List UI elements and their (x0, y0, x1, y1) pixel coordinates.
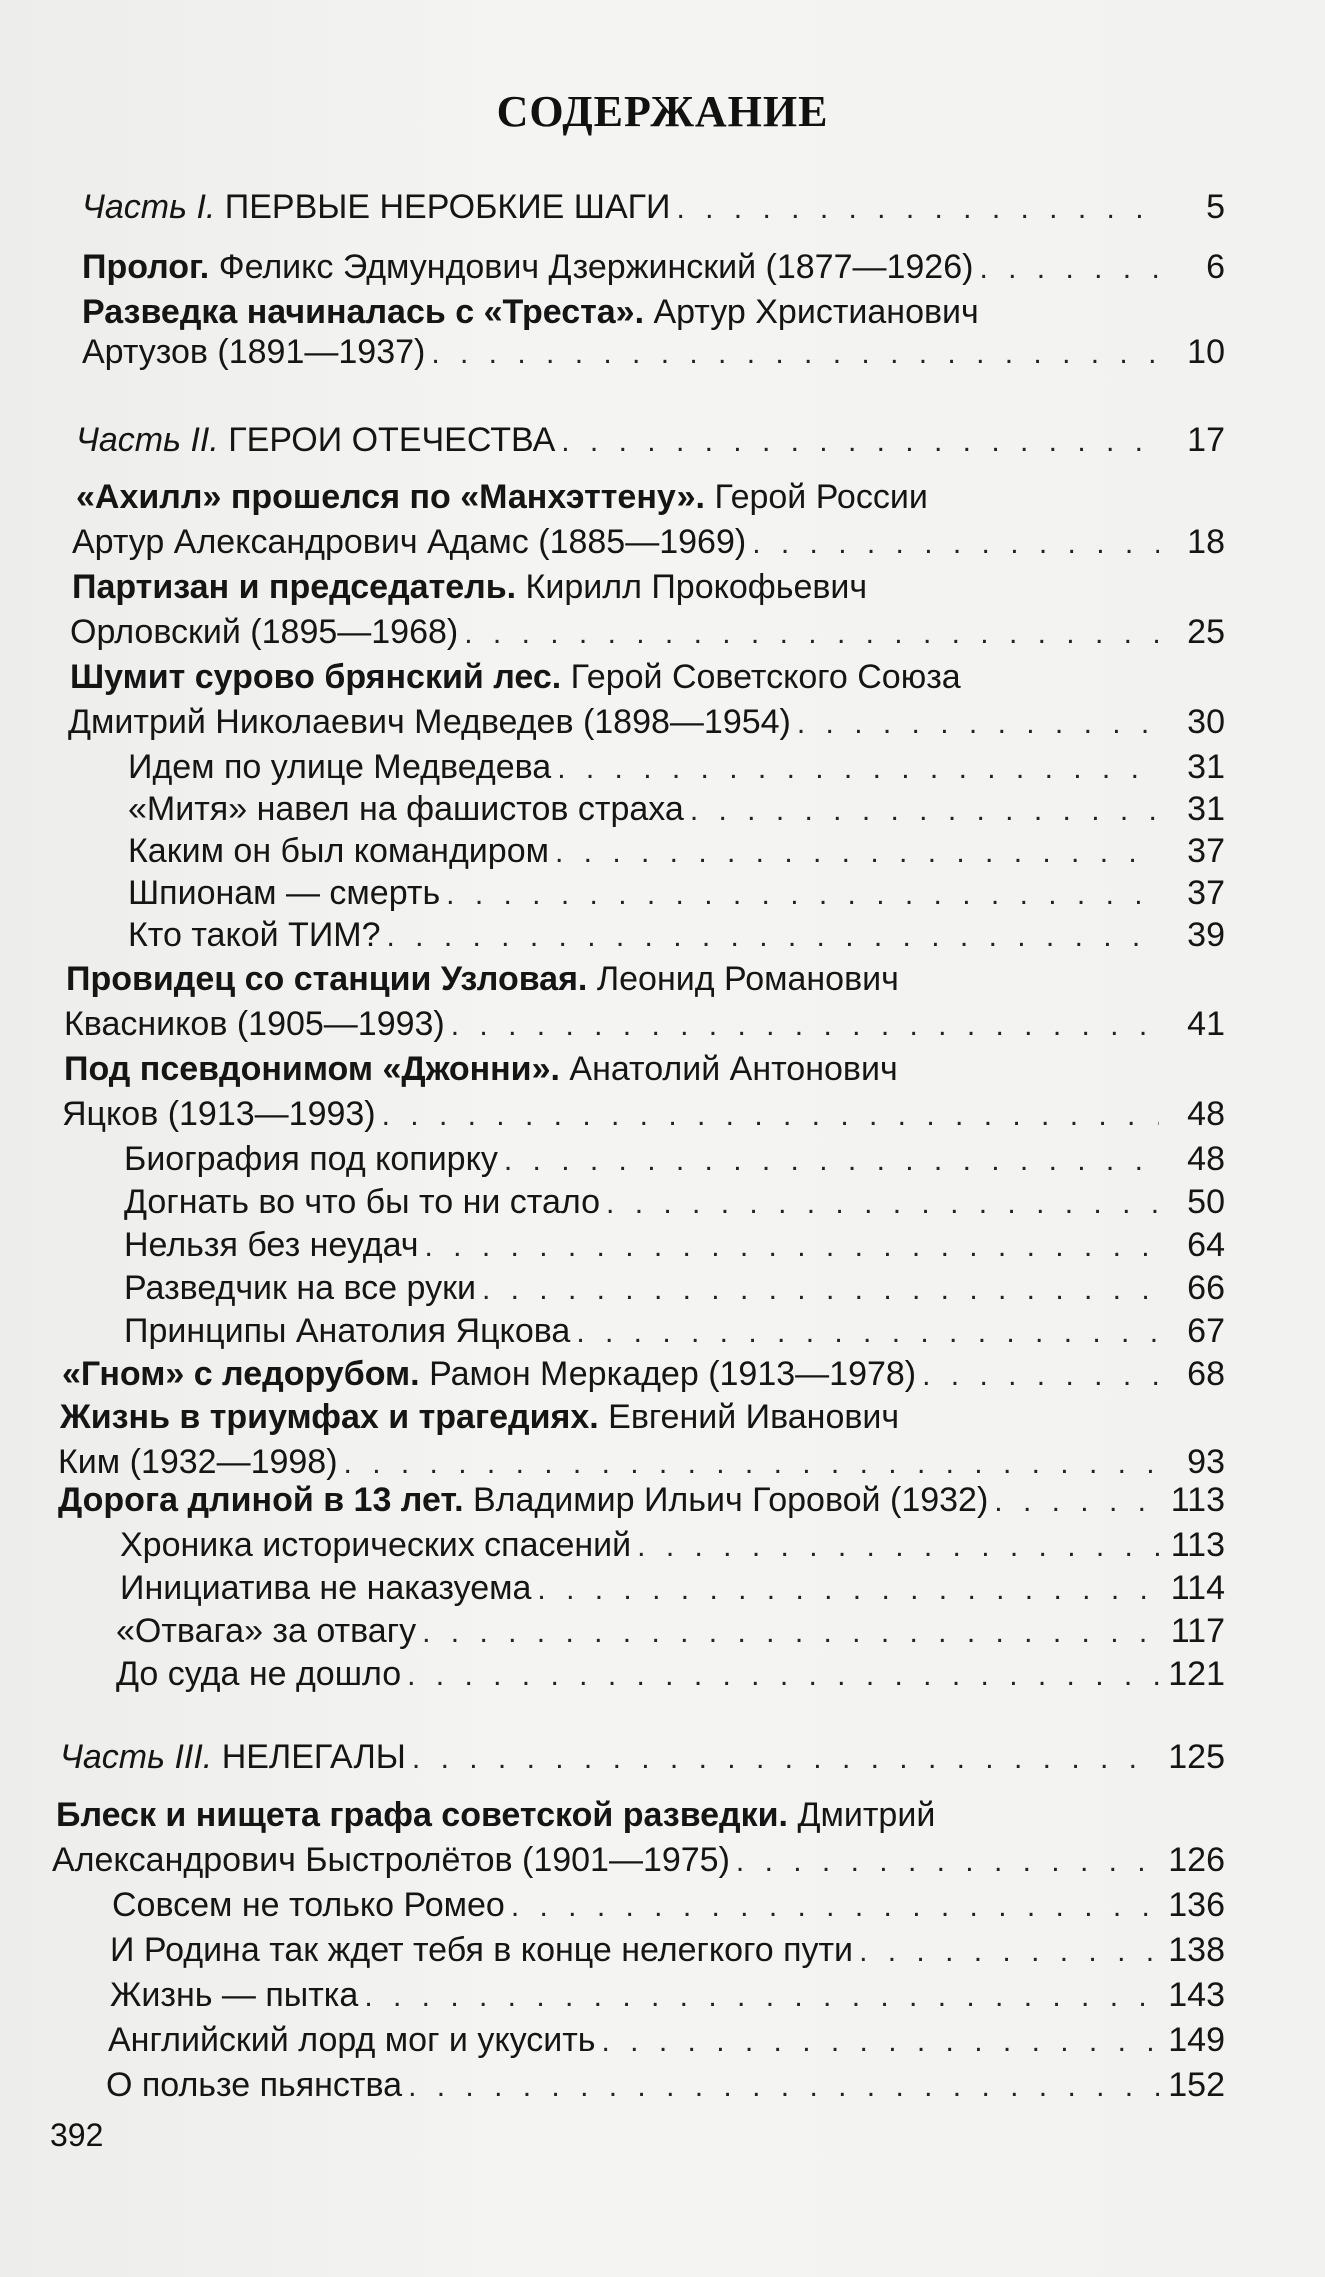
subentry-title: Английский лорд мог и укусить (108, 2021, 596, 2059)
entry-subtitle: Леонид Романович (596, 960, 899, 998)
page-ref: 125 (1168, 1738, 1225, 1776)
toc-subentry (124, 1223, 1225, 1267)
toc-subentry (124, 1180, 1225, 1224)
page-ref: 117 (1170, 1612, 1225, 1650)
toc-entry-continuation (52, 1838, 1225, 1882)
entry-title: Пролог. (82, 248, 210, 286)
page-ref: 93 (1187, 1443, 1225, 1481)
entry-subtitle: Артузов (1891—1937) (82, 333, 426, 371)
toc-subentry (116, 1652, 1225, 1696)
toc-entry-continuation (68, 700, 1225, 744)
dot-leader (407, 1654, 1159, 1698)
subentry-title: Нельзя без неудач (124, 1226, 419, 1264)
toc-entry-continuation (82, 330, 1225, 374)
subentry-title: О пользе пьянства (106, 2066, 403, 2104)
entry-subtitle: Дмитрий (797, 1796, 936, 1834)
dot-leader (690, 789, 1159, 833)
toc-subentry (124, 1309, 1225, 1353)
dot-leader (464, 612, 1159, 656)
subentry-title: Принципы Анатолия Яцкова (124, 1312, 571, 1350)
entry-title: Под псевдонимом «Джонни». (64, 1050, 560, 1088)
part-title: ПЕРВЫЕ НЕРОБКИЕ ШАГИ (224, 188, 671, 226)
dot-leader (537, 1568, 1159, 1612)
page-ref: 25 (1187, 613, 1225, 651)
page-ref: 121 (1168, 1655, 1225, 1693)
toc-part-heading (60, 1735, 1225, 1779)
subentry-title: Кто такой ТИМ? (128, 916, 381, 954)
page-ref: 48 (1187, 1140, 1225, 1178)
part-title: ГЕРОИ ОТЕЧЕСТВА (228, 421, 556, 459)
toc-subentry (120, 1566, 1225, 1610)
part-title: НЕЛЕГАЛЫ (221, 1738, 406, 1776)
entry-subtitle: Артур Александрович Адамс (1885—1969) (72, 523, 747, 561)
dot-leader (994, 1480, 1159, 1524)
toc-subentry (128, 871, 1225, 915)
entry-title: «Гном» с ледорубом. (62, 1355, 420, 1393)
entry-title: Жизнь в триумфах и трагедиях. (60, 1398, 599, 1436)
page-ref: 64 (1187, 1226, 1225, 1264)
subentry-title: До суда не дошло (116, 1655, 402, 1693)
page-ref: 41 (1187, 1005, 1225, 1043)
subentry-title: Разведчик на все руки (124, 1269, 476, 1307)
toc-subentry (120, 1523, 1225, 1567)
dot-leader (979, 247, 1159, 291)
page-ref: 113 (1170, 1481, 1225, 1519)
toc-entry-continuation (72, 520, 1225, 564)
toc-subentry (112, 1883, 1225, 1927)
page-ref: 67 (1187, 1312, 1225, 1350)
page-ref: 114 (1170, 1569, 1225, 1607)
page-ref: 113 (1170, 1526, 1225, 1564)
entry-subtitle: Герой Советского Союза (570, 658, 961, 696)
dot-leader (504, 1139, 1159, 1183)
toc-part-heading (76, 418, 1225, 462)
page-ref: 5 (1206, 188, 1225, 226)
dot-leader (408, 2065, 1159, 2109)
entry-subtitle: Дмитрий Николаевич Медведев (1898—1954) (68, 703, 791, 741)
page-ref: 50 (1187, 1183, 1225, 1221)
dot-leader (602, 2020, 1159, 2064)
dot-leader (422, 1611, 1159, 1655)
subentry-title: Жизнь — пытка (110, 1976, 359, 2014)
dot-leader (431, 332, 1159, 376)
entry-subtitle: Квасников (1905—1993) (64, 1005, 445, 1043)
dot-leader (637, 1525, 1159, 1569)
page-ref: 138 (1168, 1931, 1225, 1969)
subentry-title: «Митя» навел на фашистов страха (128, 790, 684, 828)
subentry-title: Идем по улице Медведева (128, 748, 552, 786)
toc-subentry (124, 1137, 1225, 1181)
dot-leader (752, 522, 1159, 566)
dot-leader (859, 1930, 1159, 1974)
part-number: Часть III. (60, 1738, 213, 1776)
page-ref: 6 (1206, 248, 1225, 286)
entry-title: «Ахилл» прошелся по «Манхэттену». (76, 478, 705, 516)
toc-subentry (128, 829, 1225, 873)
page-ref: 39 (1187, 916, 1225, 954)
dot-leader (387, 915, 1160, 959)
part-number: Часть II. (76, 421, 219, 459)
toc-subentry (108, 2018, 1225, 2062)
page-ref: 31 (1187, 748, 1225, 786)
toc-entry-continuation (64, 1002, 1225, 1046)
page-ref: 68 (1187, 1355, 1225, 1393)
toc-entry (56, 1793, 1225, 1837)
entry-subtitle: Владимир Ильич Горовой (1932) (472, 1481, 989, 1519)
page-ref: 17 (1187, 421, 1225, 459)
dot-leader (576, 1311, 1159, 1355)
dot-leader (557, 747, 1159, 791)
dot-leader (561, 420, 1159, 464)
entry-subtitle: Анатолий Антонович (569, 1050, 898, 1088)
entry-title: Дорога длиной в 13 лет. (58, 1481, 464, 1519)
toc-entry (82, 245, 1225, 289)
page-ref: 152 (1168, 2066, 1225, 2104)
page-ref: 149 (1168, 2021, 1225, 2059)
subentry-title: И Родина так ждет тебя в конце нелегкого пути (110, 1931, 854, 1969)
entry-title: Партизан и председатель. (72, 568, 517, 606)
page-ref: 37 (1187, 832, 1225, 870)
page-title: СОДЕРЖАНИЕ (496, 87, 829, 136)
dot-leader (451, 1004, 1159, 1048)
dot-leader (676, 187, 1159, 231)
toc-entry (62, 1352, 1225, 1396)
page-ref: 48 (1187, 1095, 1225, 1133)
dot-leader (482, 1268, 1159, 1312)
subentry-title: Биография под копирку (124, 1140, 498, 1178)
toc-entry (60, 1395, 1225, 1439)
dot-leader (555, 831, 1159, 875)
dot-leader (797, 702, 1159, 746)
dot-leader (425, 1225, 1159, 1269)
toc-entry (58, 1478, 1225, 1522)
toc-entry (64, 1047, 1225, 1091)
toc-entry (70, 655, 1225, 699)
dot-leader (736, 1840, 1159, 1884)
dot-leader (606, 1182, 1159, 1226)
dot-leader (922, 1354, 1159, 1398)
toc-part-heading (82, 185, 1225, 229)
toc-subentry (128, 745, 1225, 789)
dot-leader (446, 873, 1159, 917)
page-ref: 66 (1187, 1269, 1225, 1307)
dot-leader (382, 1094, 1159, 1138)
toc-subentry (116, 1609, 1225, 1653)
entry-title: Разведка начиналась с «Треста». (82, 293, 645, 331)
dot-leader (511, 1885, 1159, 1929)
dot-leader (412, 1737, 1159, 1781)
page-ref: 10 (1187, 333, 1225, 371)
page-ref: 143 (1168, 1976, 1225, 2014)
toc-subentry (128, 913, 1225, 957)
subentry-title: Инициатива не наказуема (120, 1569, 532, 1607)
toc-subentry (106, 2063, 1225, 2107)
subentry-title: «Отвага» за отвагу (116, 1612, 417, 1650)
toc-entry (66, 957, 1225, 1001)
page-folio-number: 392 (50, 2117, 104, 2153)
part-number: Часть I. (82, 188, 216, 226)
subentry-title: Догнать во что бы то ни стало (124, 1183, 601, 1221)
entry-subtitle: Феликс Эдмундович Дзержинский (1877—1926) (218, 248, 974, 286)
toc-subentry (124, 1266, 1225, 1310)
page-ref: 30 (1187, 703, 1225, 741)
entry-subtitle: Ким (1932—1998) (58, 1443, 338, 1481)
entry-subtitle: Герой России (714, 478, 928, 516)
page-ref: 136 (1168, 1886, 1225, 1924)
page-ref: 31 (1187, 790, 1225, 828)
entry-subtitle: Орловский (1895—1968) (70, 613, 459, 651)
toc-entry (82, 290, 1225, 334)
subentry-title: Совсем не только Ромео (112, 1886, 505, 1924)
entry-title: Провидец со станции Узловая. (66, 960, 588, 998)
toc-entry (76, 475, 1225, 519)
entry-subtitle: Яцков (1913—1993) (62, 1095, 376, 1133)
dot-leader (364, 1975, 1159, 2019)
subentry-title: Хроника исторических спасений (120, 1526, 632, 1564)
entry-subtitle: Евгений Иванович (608, 1398, 900, 1436)
entry-subtitle: Рамон Меркадер (1913—1978) (429, 1355, 917, 1393)
subentry-title: Каким он был командиром (128, 832, 549, 870)
toc-subentry (110, 1973, 1225, 2017)
entry-title: Шумит сурово брянский лес. (70, 658, 562, 696)
entry-subtitle: Кирилл Прокофьевич (525, 568, 868, 606)
entry-title: Блеск и нищета графа советской разведки. (56, 1796, 788, 1834)
page-ref: 126 (1168, 1841, 1225, 1879)
toc-entry-continuation (62, 1092, 1225, 1136)
toc-entry (72, 565, 1225, 609)
page-ref: 37 (1187, 874, 1225, 912)
entry-subtitle: Александрович Быстролётов (1901—1975) (52, 1841, 730, 1879)
subentry-title: Шпионам — смерть (128, 874, 441, 912)
toc-subentry (128, 787, 1225, 831)
toc-entry-continuation (70, 610, 1225, 654)
entry-subtitle: Артур Христианович (653, 293, 979, 331)
page-ref: 18 (1187, 523, 1225, 561)
toc-subentry (110, 1928, 1225, 1972)
